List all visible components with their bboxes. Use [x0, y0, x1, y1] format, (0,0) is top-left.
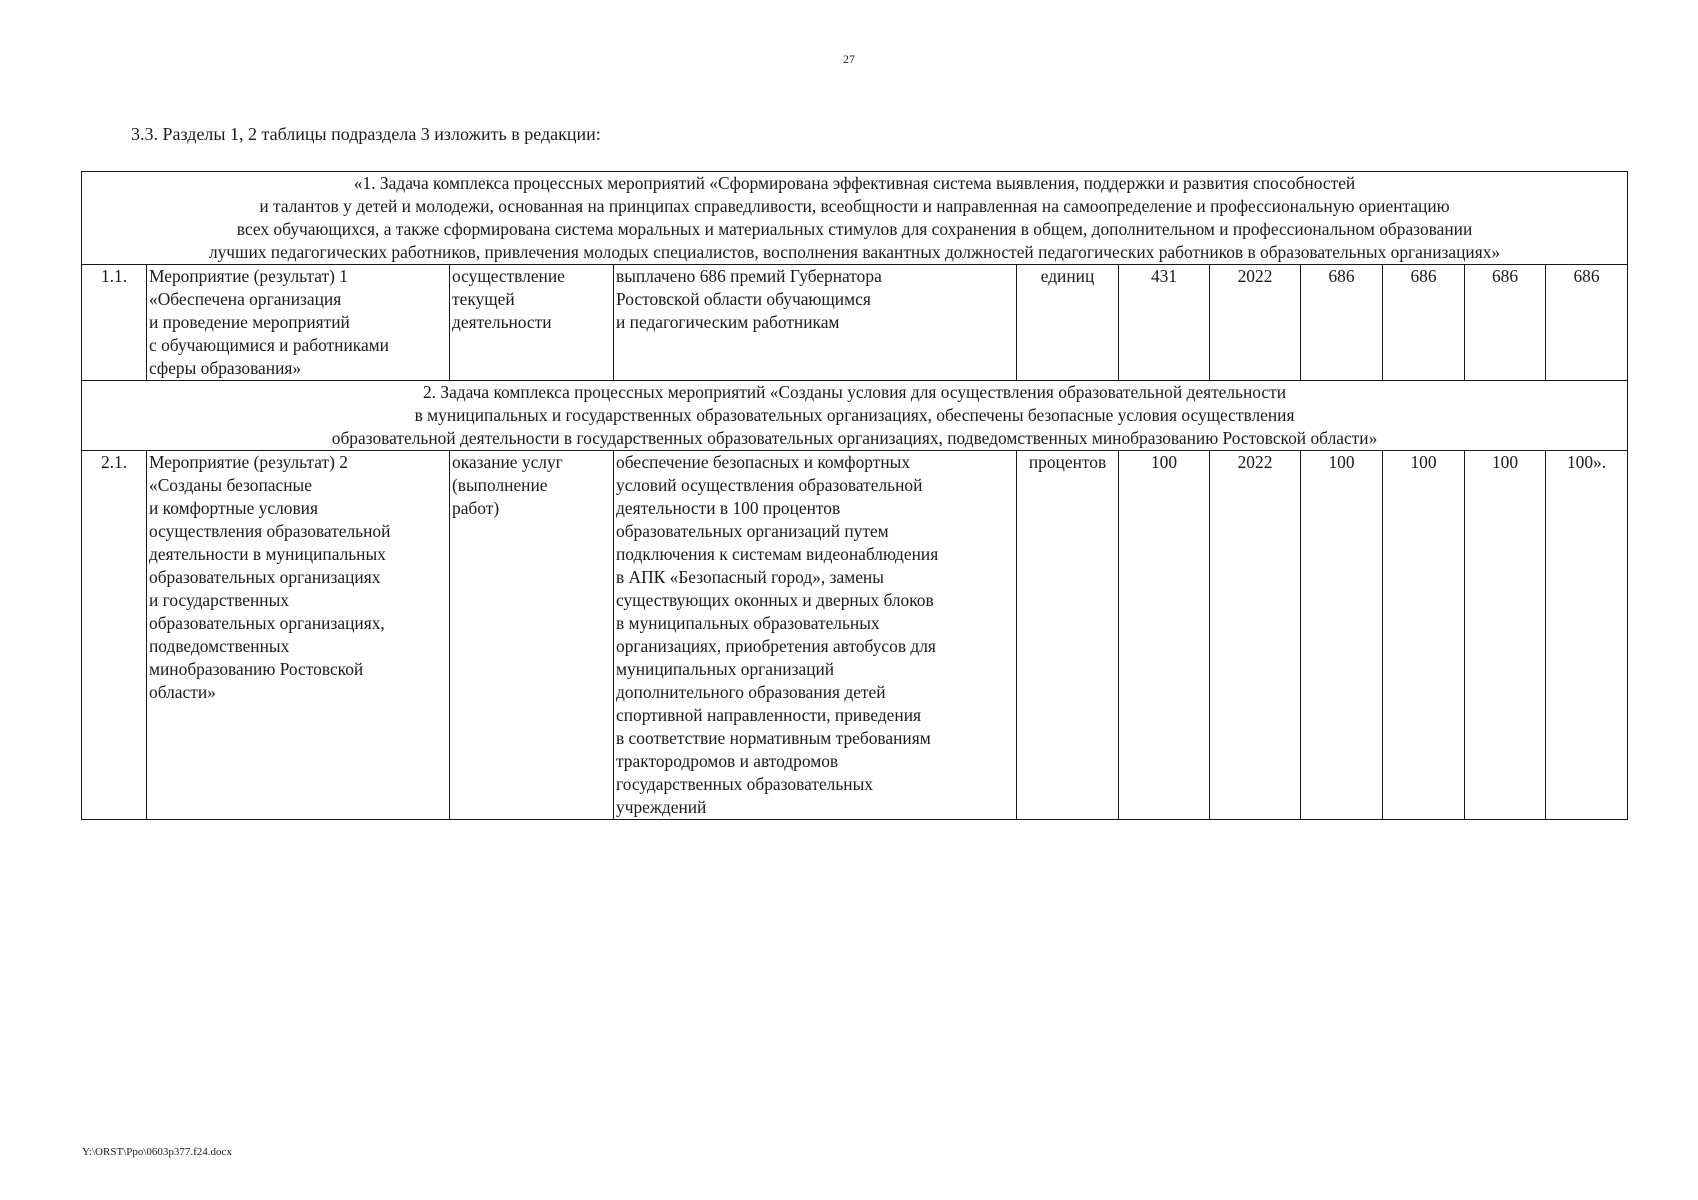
- value-year-2: 100: [1383, 451, 1465, 820]
- section-2-title-line: 2. Задача комплекса процессных мероприятий «Созданы условия для осуществления образовательной деятельности: [422, 382, 1287, 402]
- value-year-1: 686: [1301, 265, 1383, 381]
- section-1-title-line: всех обучающихся, а также сформирована система моральных и материальных стимулов для сохранения в общем, дополнительном и профессиональном образовании: [236, 219, 1473, 239]
- measure-name-line: осуществления образовательной: [149, 521, 391, 541]
- measure-description-line: учреждений: [616, 797, 707, 817]
- measure-type-line: деятельности: [452, 312, 552, 332]
- measure-name-line: подведомственных: [149, 636, 290, 656]
- page-number: 27: [843, 52, 855, 66]
- base-value: 100: [1119, 451, 1210, 820]
- row-number: 1.1.: [82, 265, 147, 381]
- measure-name-line: Мероприятие (результат) 1: [149, 266, 348, 286]
- measure-name-line: «Созданы безопасные: [149, 475, 312, 495]
- section-2-title-line: образовательной деятельности в государственных образовательных организациях, подведомственных минобразованию Ростовской области»: [331, 428, 1378, 448]
- measure-description-line: организациях, приобретения автобусов для: [616, 636, 936, 656]
- value-year-1: 100: [1301, 451, 1383, 820]
- section-2-title-line: в муниципальных и государственных образовательных организациях, обеспечены безопасные условия осуществления: [414, 405, 1295, 425]
- measure-name-line: области»: [149, 682, 216, 702]
- measure-description-line: выплачено 686 премий Губернатора: [616, 266, 882, 286]
- base-year: 2022: [1210, 451, 1301, 820]
- measure-type-line: текущей: [452, 289, 515, 309]
- measure-description-line: в муниципальных образовательных: [616, 613, 880, 633]
- measure-description-line: Ростовской области обучающимся: [616, 289, 871, 309]
- base-year: 2022: [1210, 265, 1301, 381]
- value-year-3: 686: [1465, 265, 1546, 381]
- section-1-header-row: [82, 172, 1628, 265]
- section-1-title: [82, 172, 1628, 265]
- section-1-title-line: лучших педагогических работников, привлечения молодых специалистов, восполнения вакантных должностей педагогических работников в образовательных организациях»: [208, 242, 1501, 262]
- table-row-2-1: [82, 451, 1628, 820]
- measure-description-line: спортивной направленности, приведения: [616, 705, 922, 725]
- measure-description-line: дополнительного образования детей: [616, 682, 886, 702]
- measure-description-line: муниципальных организаций: [616, 659, 835, 679]
- measure-name-line: сферы образования»: [149, 358, 302, 378]
- table-row-1-1: [82, 265, 1628, 381]
- value-year-2: 686: [1383, 265, 1465, 381]
- value-year-3: 100: [1465, 451, 1546, 820]
- measure-description-line: и педагогическим работникам: [616, 312, 840, 332]
- measure-name: [147, 265, 450, 381]
- measure-description-line: условий осуществления образовательной: [616, 475, 923, 495]
- base-value: 431: [1119, 265, 1210, 381]
- section-2-title: [82, 381, 1628, 451]
- measure-description: [614, 265, 1017, 381]
- measure-description-line: в АПК «Безопасный город», замены: [616, 567, 884, 587]
- measure-description-line: существующих оконных и дверных блоков: [616, 590, 934, 610]
- measure-description-line: деятельности в 100 процентов: [616, 498, 841, 518]
- measures-table: [81, 171, 1628, 820]
- measure-description-line: трактородромов и автодромов: [616, 751, 839, 771]
- measure-type-line: осуществление: [452, 266, 565, 286]
- measure-description: [614, 451, 1017, 820]
- measure-name-line: образовательных организациях,: [149, 613, 385, 633]
- file-path-footer: Y:\ORST\Ppo\0603p377.f24.docx: [82, 1146, 232, 1158]
- measure-name-line: «Обеспечена организация: [149, 289, 342, 309]
- section-1-title-line: «1. Задача комплекса процессных мероприятий «Сформирована эффективная система выявления, поддержки и развития способностей: [353, 173, 1356, 193]
- measure-description-line: образовательных организаций путем: [616, 521, 889, 541]
- value-year-4: 100».: [1546, 451, 1628, 820]
- measure-type-line: работ): [452, 498, 500, 518]
- measure-name-line: с обучающимися и работниками: [149, 335, 389, 355]
- measure-name: [147, 451, 450, 820]
- measure-name-line: Мероприятие (результат) 2: [149, 452, 348, 472]
- intro-text: 3.3. Разделы 1, 2 таблицы подраздела 3 изложить в редакции:: [131, 124, 601, 144]
- measure-type-line: (выполнение: [452, 475, 548, 495]
- measure-name-line: и государственных: [149, 590, 289, 610]
- measure-description-line: государственных образовательных: [616, 774, 873, 794]
- section-2-header-row: [82, 381, 1628, 451]
- measure-name-line: и проведение мероприятий: [149, 312, 350, 332]
- measure-name-line: деятельности в муниципальных: [149, 544, 386, 564]
- measure-name-line: образовательных организациях: [149, 567, 381, 587]
- row-number: 2.1.: [82, 451, 147, 820]
- value-year-4: 686: [1546, 265, 1628, 381]
- measure-type-line: оказание услуг: [452, 452, 563, 472]
- unit: единиц: [1017, 265, 1119, 381]
- section-1-title-line: и талантов у детей и молодежи, основанная на принципах справедливости, всеобщности и направленная на самоопределение и профессиональную ориентацию: [259, 196, 1450, 216]
- measure-description-line: подключения к системам видеонаблюдения: [616, 544, 939, 564]
- measure-type: [450, 265, 614, 381]
- measure-description-line: в соответствие нормативным требованиям: [616, 728, 931, 748]
- measure-name-line: и комфортные условия: [149, 498, 318, 518]
- measure-name-line: минобразованию Ростовской: [149, 659, 364, 679]
- unit: процентов: [1017, 451, 1119, 820]
- measure-type: [450, 451, 614, 820]
- measure-description-line: обеспечение безопасных и комфортных: [616, 452, 911, 472]
